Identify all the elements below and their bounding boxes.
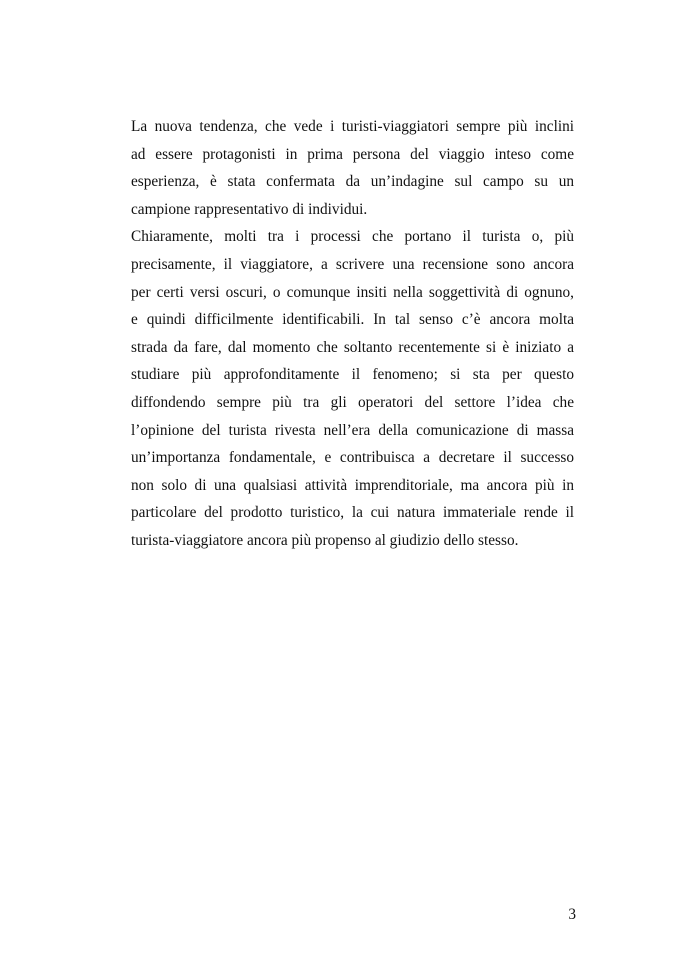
body-text bbox=[131, 113, 574, 555]
paragraph-2-line-6: studiare più approfonditamente il fenomeno; si sta per questo bbox=[131, 366, 574, 384]
paragraph-1-line-3: esperienza, è stata confermata da un’indagine sul campo su un bbox=[131, 173, 574, 191]
paragraph-2-line-12: turista-viaggiatore ancora più propenso al giudizio dello stesso. bbox=[131, 531, 519, 549]
paragraph-2-line-5: strada da fare, dal momento che soltanto recentemente si è iniziato a bbox=[131, 338, 574, 356]
paragraph-2-line-2: precisamente, il viaggiatore, a scrivere una recensione sono ancora bbox=[131, 255, 574, 273]
paragraph-1-line-2: ad essere protagonisti in prima persona del viaggio inteso come bbox=[131, 145, 574, 163]
paragraph-2-line-4: e quindi difficilmente identificabili. In tal senso c’è ancora molta bbox=[131, 311, 574, 329]
paragraph-1-line-1: La nuova tendenza, che vede i turisti-viaggiatori sempre più inclini bbox=[131, 118, 574, 135]
paragraph-2-line-11: particolare del prodotto turistico, la cui natura immateriale rende il bbox=[131, 504, 574, 522]
paragraph-2-line-10: non solo di una qualsiasi attività imprenditoriale, ma ancora più in bbox=[131, 476, 574, 494]
paragraph-2-line-8: l’opinione del turista rivesta nell’era della comunicazione di massa bbox=[131, 421, 574, 439]
paragraph-2-line-9: un’importanza fondamentale, e contribuisca a decretare il successo bbox=[131, 449, 574, 467]
paragraph-2-line-7: diffondendo sempre più tra gli operatori del settore l’idea che bbox=[131, 393, 574, 411]
paragraph-1-line-4: campione rappresentativo di individui. bbox=[131, 200, 368, 218]
paragraph-2-line-3: per certi versi oscuri, o comunque insiti nella soggettività di ognuno, bbox=[131, 283, 574, 301]
paragraph-2-line-1: Chiaramente, molti tra i processi che portano il turista o, più bbox=[131, 228, 574, 246]
page-number: 3 bbox=[568, 906, 576, 923]
